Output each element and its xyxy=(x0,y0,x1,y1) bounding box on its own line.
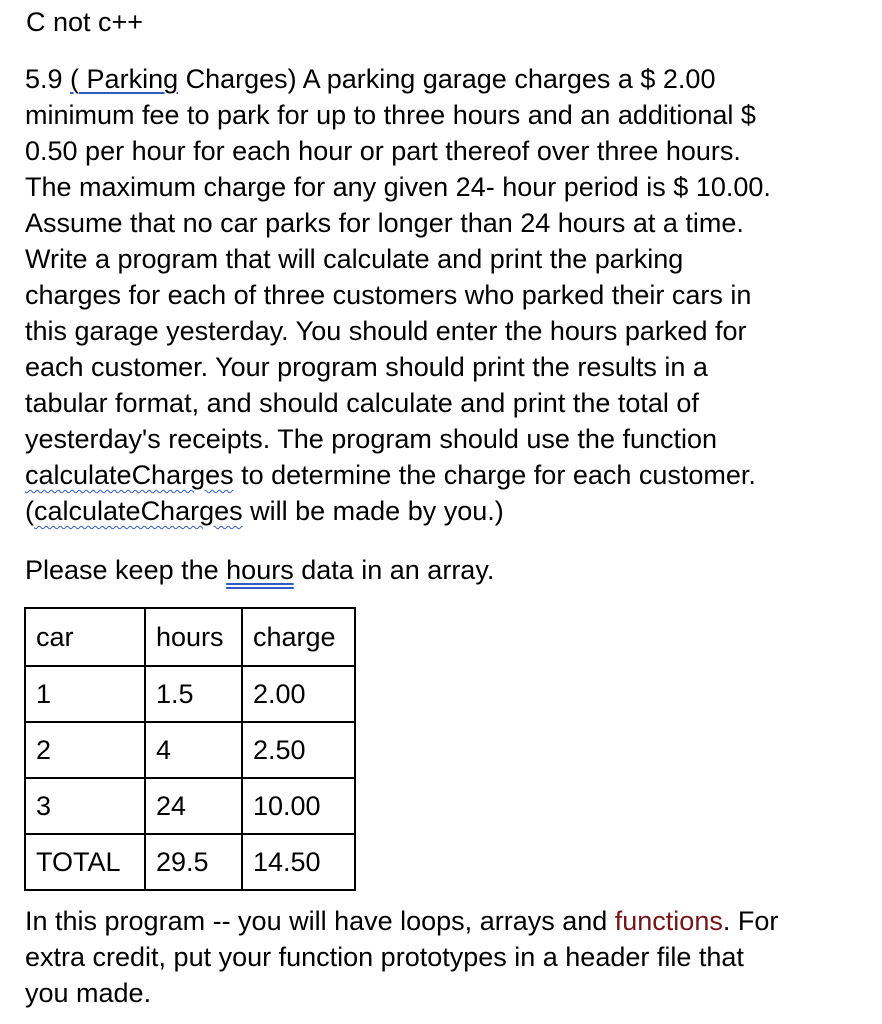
problem-line-4: The maximum charge for any given 24- hour period is $ 10.00. xyxy=(25,172,771,202)
problem-line-3: 0.50 per hour for each hour or part thereof over three hours. xyxy=(25,136,741,166)
problem-line-1-rest: Charges) A parking garage charges a $ 2.00 xyxy=(178,64,716,94)
problem-line-7: charges for each of three customers who parked their cars in xyxy=(25,280,752,310)
problem-line-13: (calculateCharges will be made by you.) xyxy=(25,496,504,526)
problem-line-2: minimum fee to park for up to three hours and an additional $ xyxy=(25,100,756,130)
cell-charge: 10.00 xyxy=(242,778,355,834)
table-row xyxy=(25,666,355,722)
function-name-spellcheck: calculateCharges xyxy=(25,460,234,490)
hours-underlined-word: hours xyxy=(226,555,294,585)
problem-line-5: Assume that no car parks for longer than 24 hours at a time. xyxy=(25,208,744,238)
problem-line-1 xyxy=(25,61,715,97)
problem-title-link: ( Parking xyxy=(70,64,179,94)
table-row xyxy=(25,722,355,778)
table-total-row xyxy=(25,834,355,890)
table-row xyxy=(25,778,355,834)
problem-line-10: tabular format, and should calculate and print the total of xyxy=(25,388,699,418)
problem-line-6: Write a program that will calculate and print the parking xyxy=(25,244,684,274)
header-car: car xyxy=(25,608,145,666)
cell-car: 3 xyxy=(25,778,145,834)
problem-line-12-rest: to determine the charge for each customer. xyxy=(233,460,756,490)
cell-total-hours: 29.5 xyxy=(145,834,242,890)
cell-total-label: TOTAL xyxy=(25,834,145,890)
cell-charge: 2.00 xyxy=(242,666,355,722)
table-header-row xyxy=(25,608,355,666)
header-hours: hours xyxy=(145,608,242,666)
functions-link[interactable]: functions xyxy=(614,906,723,936)
problem-line-12 xyxy=(25,457,756,493)
footer-line-2: extra credit, put your function prototypes in a header file that xyxy=(25,942,744,972)
footer-line-3: you made. xyxy=(25,978,152,1008)
cell-charge: 2.50 xyxy=(242,722,355,778)
problem-number: 5.9 xyxy=(25,64,71,94)
problem-line-13-rest: will be made by you.) xyxy=(242,496,504,526)
array-note: Please keep the hours data in an array. xyxy=(25,555,495,585)
cell-hours: 1.5 xyxy=(145,666,242,722)
problem-line-9: each customer. Your program should print the results in a xyxy=(25,352,708,382)
cell-hours: 24 xyxy=(145,778,242,834)
heading-line: C not c++ xyxy=(26,7,144,37)
cell-car: 1 xyxy=(25,666,145,722)
problem-line-11: yesterday's receipts. The program should use the function xyxy=(25,424,718,454)
footer-line-1: In this program -- you will have loops, arrays and functions. For xyxy=(25,906,779,936)
cell-hours: 4 xyxy=(145,722,242,778)
header-charge: charge xyxy=(242,608,355,666)
cell-total-charge: 14.50 xyxy=(242,834,355,890)
parking-table xyxy=(24,607,356,891)
problem-line-8: this garage yesterday. You should enter the hours parked for xyxy=(25,316,747,346)
cell-car: 2 xyxy=(25,722,145,778)
function-name-spellcheck-2: calculateCharges xyxy=(34,496,243,526)
